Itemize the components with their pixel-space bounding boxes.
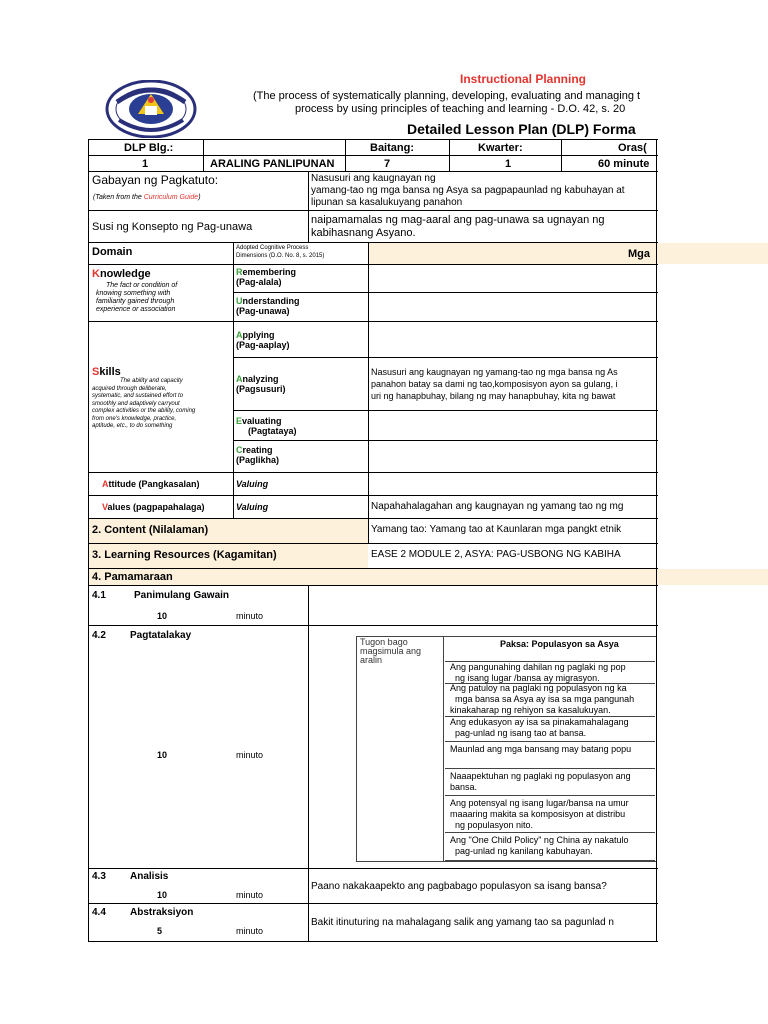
curriculum-guide-note: (Taken from the Curriculum Guide): [93, 194, 201, 201]
analisis-text: Paano nakakaapekto ang pagbabago populasyon sa isang bansa?: [311, 881, 607, 892]
analyzing-text: Nasusuri ang kaugnayan ng yamang-tao ng mga bansa ng As panahon batay sa dami ng tao,komposisyon ayon sa gulang, i uri ng hanapbuhay, bilang ng may hanapbuhay, kita ng bawat: [371, 367, 618, 401]
step-number: 4.4: [92, 907, 106, 918]
deped-seal-logo: [105, 80, 197, 138]
table-row: Maunlad ang mga bansang may batang popu: [445, 742, 655, 769]
subject-value: ARALING PANLIPUNAN: [210, 158, 335, 170]
step-duration: 10: [157, 890, 168, 900]
acpd-label: Adopted Cognitive Process Dimensions (D.O. No. 8, s. 2015): [236, 245, 325, 259]
step-unit: minuto: [236, 611, 264, 621]
table-row: Ang patuloy na paglaki ng populasyon ng ka mga bansa sa Asya ay isa sa mga pangunah kinakaharap ng rehiyon sa kasalukuyan.: [445, 683, 655, 717]
knowledge-label: Knowledge: [92, 268, 151, 280]
understanding-label: Understanding (Pag-unawa): [236, 296, 300, 316]
baitang-value: 7: [384, 158, 391, 170]
applying-label: Applying (Pag-aaplay): [236, 330, 290, 350]
knowledge-description: The fact or condition of knowing something with familiarity gained through experience or association: [96, 282, 178, 313]
step-duration: 10: [157, 750, 168, 760]
analyzing-label: Analyzing (Pagsusuri): [236, 374, 286, 394]
attitude-label: Attitude (Pangkasalan): [102, 479, 200, 489]
step-name: Analisis: [130, 871, 169, 882]
table-row: Ang "One Child Policy" ng China ay nakatulo pag-unlad ng kanilang kabuhayan.: [445, 833, 655, 861]
step-unit: minuto: [236, 750, 264, 760]
step-unit: minuto: [236, 926, 264, 936]
table-row: Naaapektuhan ng paglaki ng populasyon ang bansa.: [445, 769, 655, 796]
kwarter-label: Kwarter:: [478, 142, 523, 154]
step-name: Panimulang Gawain: [134, 590, 230, 601]
baitang-label: Baitang:: [370, 142, 414, 154]
resources-text: EASE 2 MODULE 2, ASYA: PAG-USBONG NG KABIHA: [371, 549, 621, 560]
oras-value: 60 minute: [598, 158, 650, 170]
values-text: Napahahalagahan ang kaugnayan ng yamang tao ng mg: [371, 501, 624, 512]
remembering-label: Remembering (Pag-alala): [236, 267, 297, 287]
pamamaraan-label: 4. Pamamaraan: [92, 571, 173, 583]
table-row: Ang edukasyon ay isa sa pinakamahalagang pag-unlad ng isang tao at bansa.: [445, 717, 655, 742]
content-label: 2. Content (Nilalaman): [92, 524, 209, 536]
abstraksiyon-text: Bakit itinuturing na mahalagang salik ang yamang tao sa pagunlad n: [311, 917, 614, 928]
step-duration: 10: [157, 611, 168, 621]
dlp-value: 1: [142, 158, 149, 170]
tugon-header: Tugon bago magsimula ang aralin: [360, 637, 422, 665]
step-name: Pagtatalakay: [130, 630, 192, 641]
attitude-valuing: Valuing: [236, 479, 269, 489]
content-text: Yamang tao: Yamang tao at Kaunlaran mga pangkt etnik: [371, 524, 622, 535]
instructional-planning-title: Instructional Planning: [460, 72, 587, 86]
step-number: 4.2: [92, 630, 106, 641]
creating-label: Creating (Paglikha): [236, 445, 280, 465]
domain-label: Domain: [92, 246, 133, 258]
step-duration: 5: [157, 926, 163, 936]
evaluating-label: Evaluating (Pagtataya): [236, 416, 297, 436]
table-row: Ang pangunahing dahilan ng paglaki ng pop ng isang lugar /bansa ay migrasyon.: [445, 661, 655, 684]
oras-label: Oras(: [618, 142, 647, 154]
description-line-1: (The process of systematically planning, developing, evaluating and managing t: [253, 90, 641, 102]
seal-icon: [105, 80, 197, 138]
step-number: 4.1: [92, 590, 106, 601]
skills-label: Skills: [92, 366, 121, 378]
values-label: Values (pagpapahalaga): [102, 502, 205, 512]
description-line-2: process by using principles of teaching and learning - D.O. 42, s. 20: [295, 103, 626, 115]
table-row: Ang potensyal ng isang lugar/bansa na umur maaaring makita sa komposisyon at distribu ng populasyon nito.: [445, 796, 655, 833]
resources-label: 3. Learning Resources (Kagamitan): [92, 549, 277, 561]
susi-label: Susi ng Konsepto ng Pag-unawa: [92, 221, 253, 233]
gabayan-label: Gabayan ng Pagkatuto:: [92, 173, 219, 187]
gabayan-text: Nasusuri ang kaugnayan ng yamang-tao ng mga bansa ng Asya sa pagpapaunlad ng kabuhayan at lipunan sa kasalukuyang panahon: [311, 173, 625, 208]
mga-label: Mga: [628, 248, 650, 260]
kwarter-value: 1: [505, 158, 512, 170]
susi-text: naipamamalas ng mag-aaral ang pag-unawa sa ugnayan ng kabihasnang Asyano.: [311, 214, 605, 239]
dlp-format-title: Detailed Lesson Plan (DLP) Forma: [407, 121, 636, 137]
step-unit: minuto: [236, 890, 264, 900]
values-valuing: Valuing: [236, 502, 269, 512]
skills-description: The ability and capacity acquired through deliberate, systematic, and sustained effort to smoothly and adaptively carryout complex activities or the ability, coming from one's knowledge, practice, aptitude, etc., to do something: [92, 378, 196, 429]
step-name: Abstraksiyon: [130, 907, 194, 918]
dlp-label: DLP Blg.:: [124, 142, 174, 154]
paksa-header: Paksa: Populasyon sa Asya: [500, 639, 619, 649]
step-number: 4.3: [92, 871, 106, 882]
